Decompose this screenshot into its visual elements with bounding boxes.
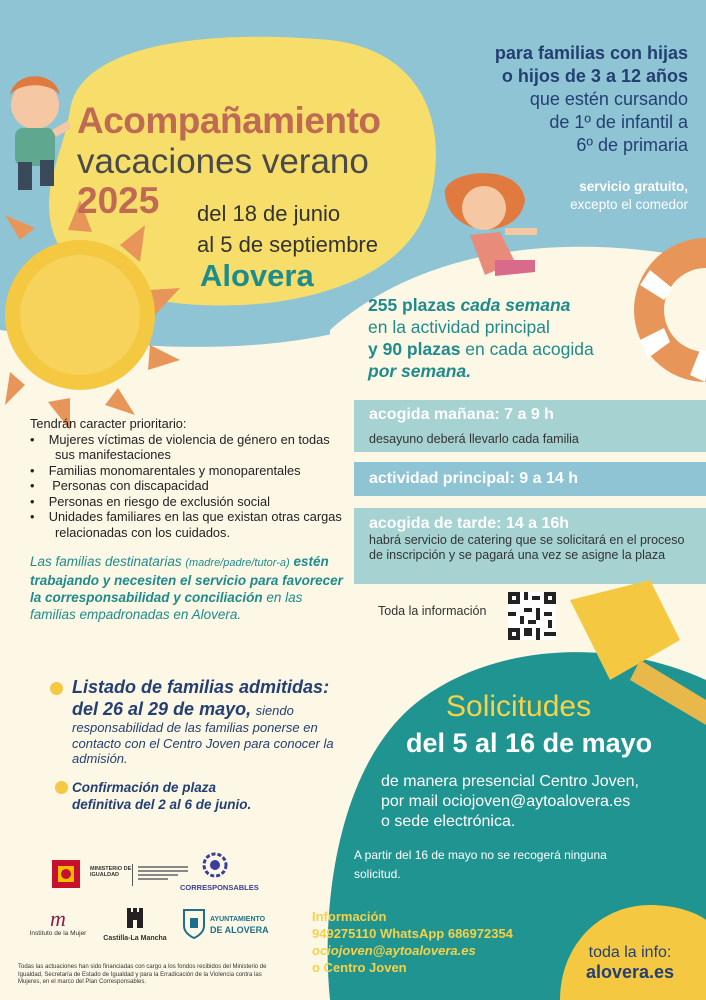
contact-place: o Centro Joven	[312, 960, 407, 975]
corresponsables-text: CORRESPONSABLES	[180, 883, 259, 892]
free-service-line-1: servicio gratuito,	[579, 179, 688, 194]
applications-channels	[381, 772, 639, 832]
free-service-note	[470, 178, 688, 214]
admitted-title: Listado de familias admitidas:	[72, 677, 330, 697]
title-year: 2025	[77, 180, 160, 221]
priority-item: • Personas en riesgo de exclusión social	[30, 493, 270, 509]
castle-icon	[124, 904, 146, 930]
qr-code-icon[interactable]	[508, 592, 556, 640]
audience-line-5: 6º de primaria	[576, 135, 688, 155]
date-start: del 18 de junio	[197, 201, 341, 226]
schedule-morning-desc: desayuno deberá llevarlo cada familia	[369, 432, 579, 446]
title-line-1: Acompañamiento	[77, 100, 381, 141]
priority-item: • Unidades familiares en las que existan otras cargas relacionadas con los cuidados.	[30, 509, 342, 540]
ministerio-text: MINISTERIO DE IGUALDAD	[90, 866, 132, 878]
free-service-line-2: excepto el comedor	[570, 197, 688, 212]
priority-list	[30, 416, 350, 540]
logo-divider	[132, 864, 133, 886]
bullet-dot	[50, 682, 63, 695]
audience-text	[420, 42, 688, 157]
audience-line-4: de 1º de infantil a	[549, 112, 688, 132]
places-info	[368, 294, 594, 382]
castilla-text: Castilla-La Mancha	[103, 935, 167, 942]
admitted-list-info	[72, 676, 362, 767]
places-care-text: en cada acogida	[465, 339, 594, 359]
website-link[interactable]: alovera.es	[585, 962, 675, 982]
applications-title: Solicitudes	[446, 690, 592, 723]
target-families	[30, 553, 350, 623]
places-main-count: 255 plazas	[368, 295, 456, 315]
ayuntamiento-logo	[182, 906, 272, 946]
schedule-afternoon	[354, 510, 706, 563]
channel-in-person: de manera presencial Centro Joven,	[381, 773, 639, 790]
schedule-afternoon-desc: habrá servicio de catering que se solicitará en el proceso de inscripción y se pagará una vez se asigne la plaza	[369, 533, 685, 562]
admitted-detail: responsabilidad de las familias ponerse en contacto con el Centro Joven para conocer la admisión.	[72, 720, 334, 766]
schedule-morning-title: acogida mañana: 7 a 9 h	[369, 406, 554, 423]
confirmation-info	[72, 779, 352, 813]
date-range	[197, 198, 378, 260]
schedule-main-title: actividad principal: 9 a 14 h	[369, 470, 578, 487]
applications-dates: del 5 al 16 de mayo	[406, 728, 653, 758]
corresponsables-icon	[202, 852, 228, 878]
qr-label: Toda la información	[378, 604, 487, 618]
instituto-text: Instituto de la Mujer	[29, 930, 87, 937]
target-part-1: Las familias destinatarias	[30, 554, 182, 569]
channel-email[interactable]: por mail ociojoven@aytoalovera.es	[381, 793, 631, 810]
shield-icon	[182, 908, 206, 940]
places-main-activity: en la actividad principal	[368, 317, 550, 337]
funding-footnote: Todas las actuaciones han sido financiadas con cargo a los fondos recibidos del Ministerio de Igualdad, Secretaría de Estado de Igualdad y para la Erradicación de la Violencia contra las Mujeres, en el marco del Plan Corresponsables.	[18, 964, 267, 985]
contact-label: Información	[312, 909, 387, 924]
contact-email[interactable]: ociojoven@aytoalovera.es	[312, 943, 476, 958]
priority-item: • Mujeres víctimas de violencia de género en todas sus manifestaciones	[30, 431, 330, 462]
schedule-morning	[354, 401, 706, 447]
instituto-mujer-logo	[22, 908, 94, 944]
ayuntamiento-text-2: DE ALOVERA	[210, 925, 269, 935]
deadline-note-line-2: solicitud.	[354, 867, 401, 881]
schedule-main	[354, 465, 706, 488]
date-end: al 5 de septiembre	[197, 232, 378, 257]
website-info	[570, 944, 690, 983]
corresponsables-logo	[180, 852, 259, 896]
priority-item: • Familias monomarentales y monoparentales	[30, 462, 301, 478]
places-care-unit: por semana.	[368, 361, 472, 381]
coat-of-arms-icon	[48, 856, 84, 892]
castilla-logo	[100, 904, 170, 948]
instituto-mark: m	[50, 906, 66, 931]
priority-item: • Personas con discapacidad	[30, 478, 209, 493]
contact-phone[interactable]: 949275110 WhatsApp 686972354	[312, 926, 513, 941]
town-name: Alovera	[200, 258, 314, 293]
confirmation-line-1: Confirmación de plaza	[72, 780, 217, 795]
confirmation-line-2: definitiva del 2 al 6 de junio.	[72, 797, 252, 812]
places-main-unit: cada semana	[460, 295, 571, 315]
audience-line-2: o hijos de 3 a 12 años	[501, 66, 688, 86]
audience-line-1: para familias con hijas	[494, 43, 688, 63]
deadline-note-line-1: A partir del 16 de mayo no se recogerá ninguna	[354, 848, 607, 862]
applications-deadline-note	[354, 846, 607, 884]
title-line-2: vacaciones verano	[77, 142, 369, 181]
target-part-4: en las familias empadronadas en Alovera.	[30, 590, 303, 622]
ministerio-logo	[48, 856, 188, 892]
ayuntamiento-text-1: AYUNTAMIENTO	[210, 916, 266, 923]
target-part-3: estén trabajando y necesiten el servicio para favorecer la corresponsabilidad y conciliación	[30, 554, 343, 605]
admitted-dates-suffix: siendo	[255, 703, 294, 718]
audience-line-3: que estén cursando	[529, 89, 688, 109]
admitted-dates: del 26 al 29 de mayo,	[72, 699, 252, 719]
priority-intro: Tendrán caracter prioritario:	[30, 416, 187, 431]
channel-online: o sede electrónica.	[381, 813, 516, 830]
target-part-2: (madre/padre/tutor-a)	[185, 557, 290, 569]
website-label: toda la info:	[588, 944, 672, 961]
schedule-afternoon-title: acogida de tarde: 14 a 16h	[369, 515, 570, 532]
bullet-dot	[55, 781, 68, 794]
places-care-count: y 90 plazas	[368, 339, 461, 359]
contact-info	[312, 908, 513, 976]
